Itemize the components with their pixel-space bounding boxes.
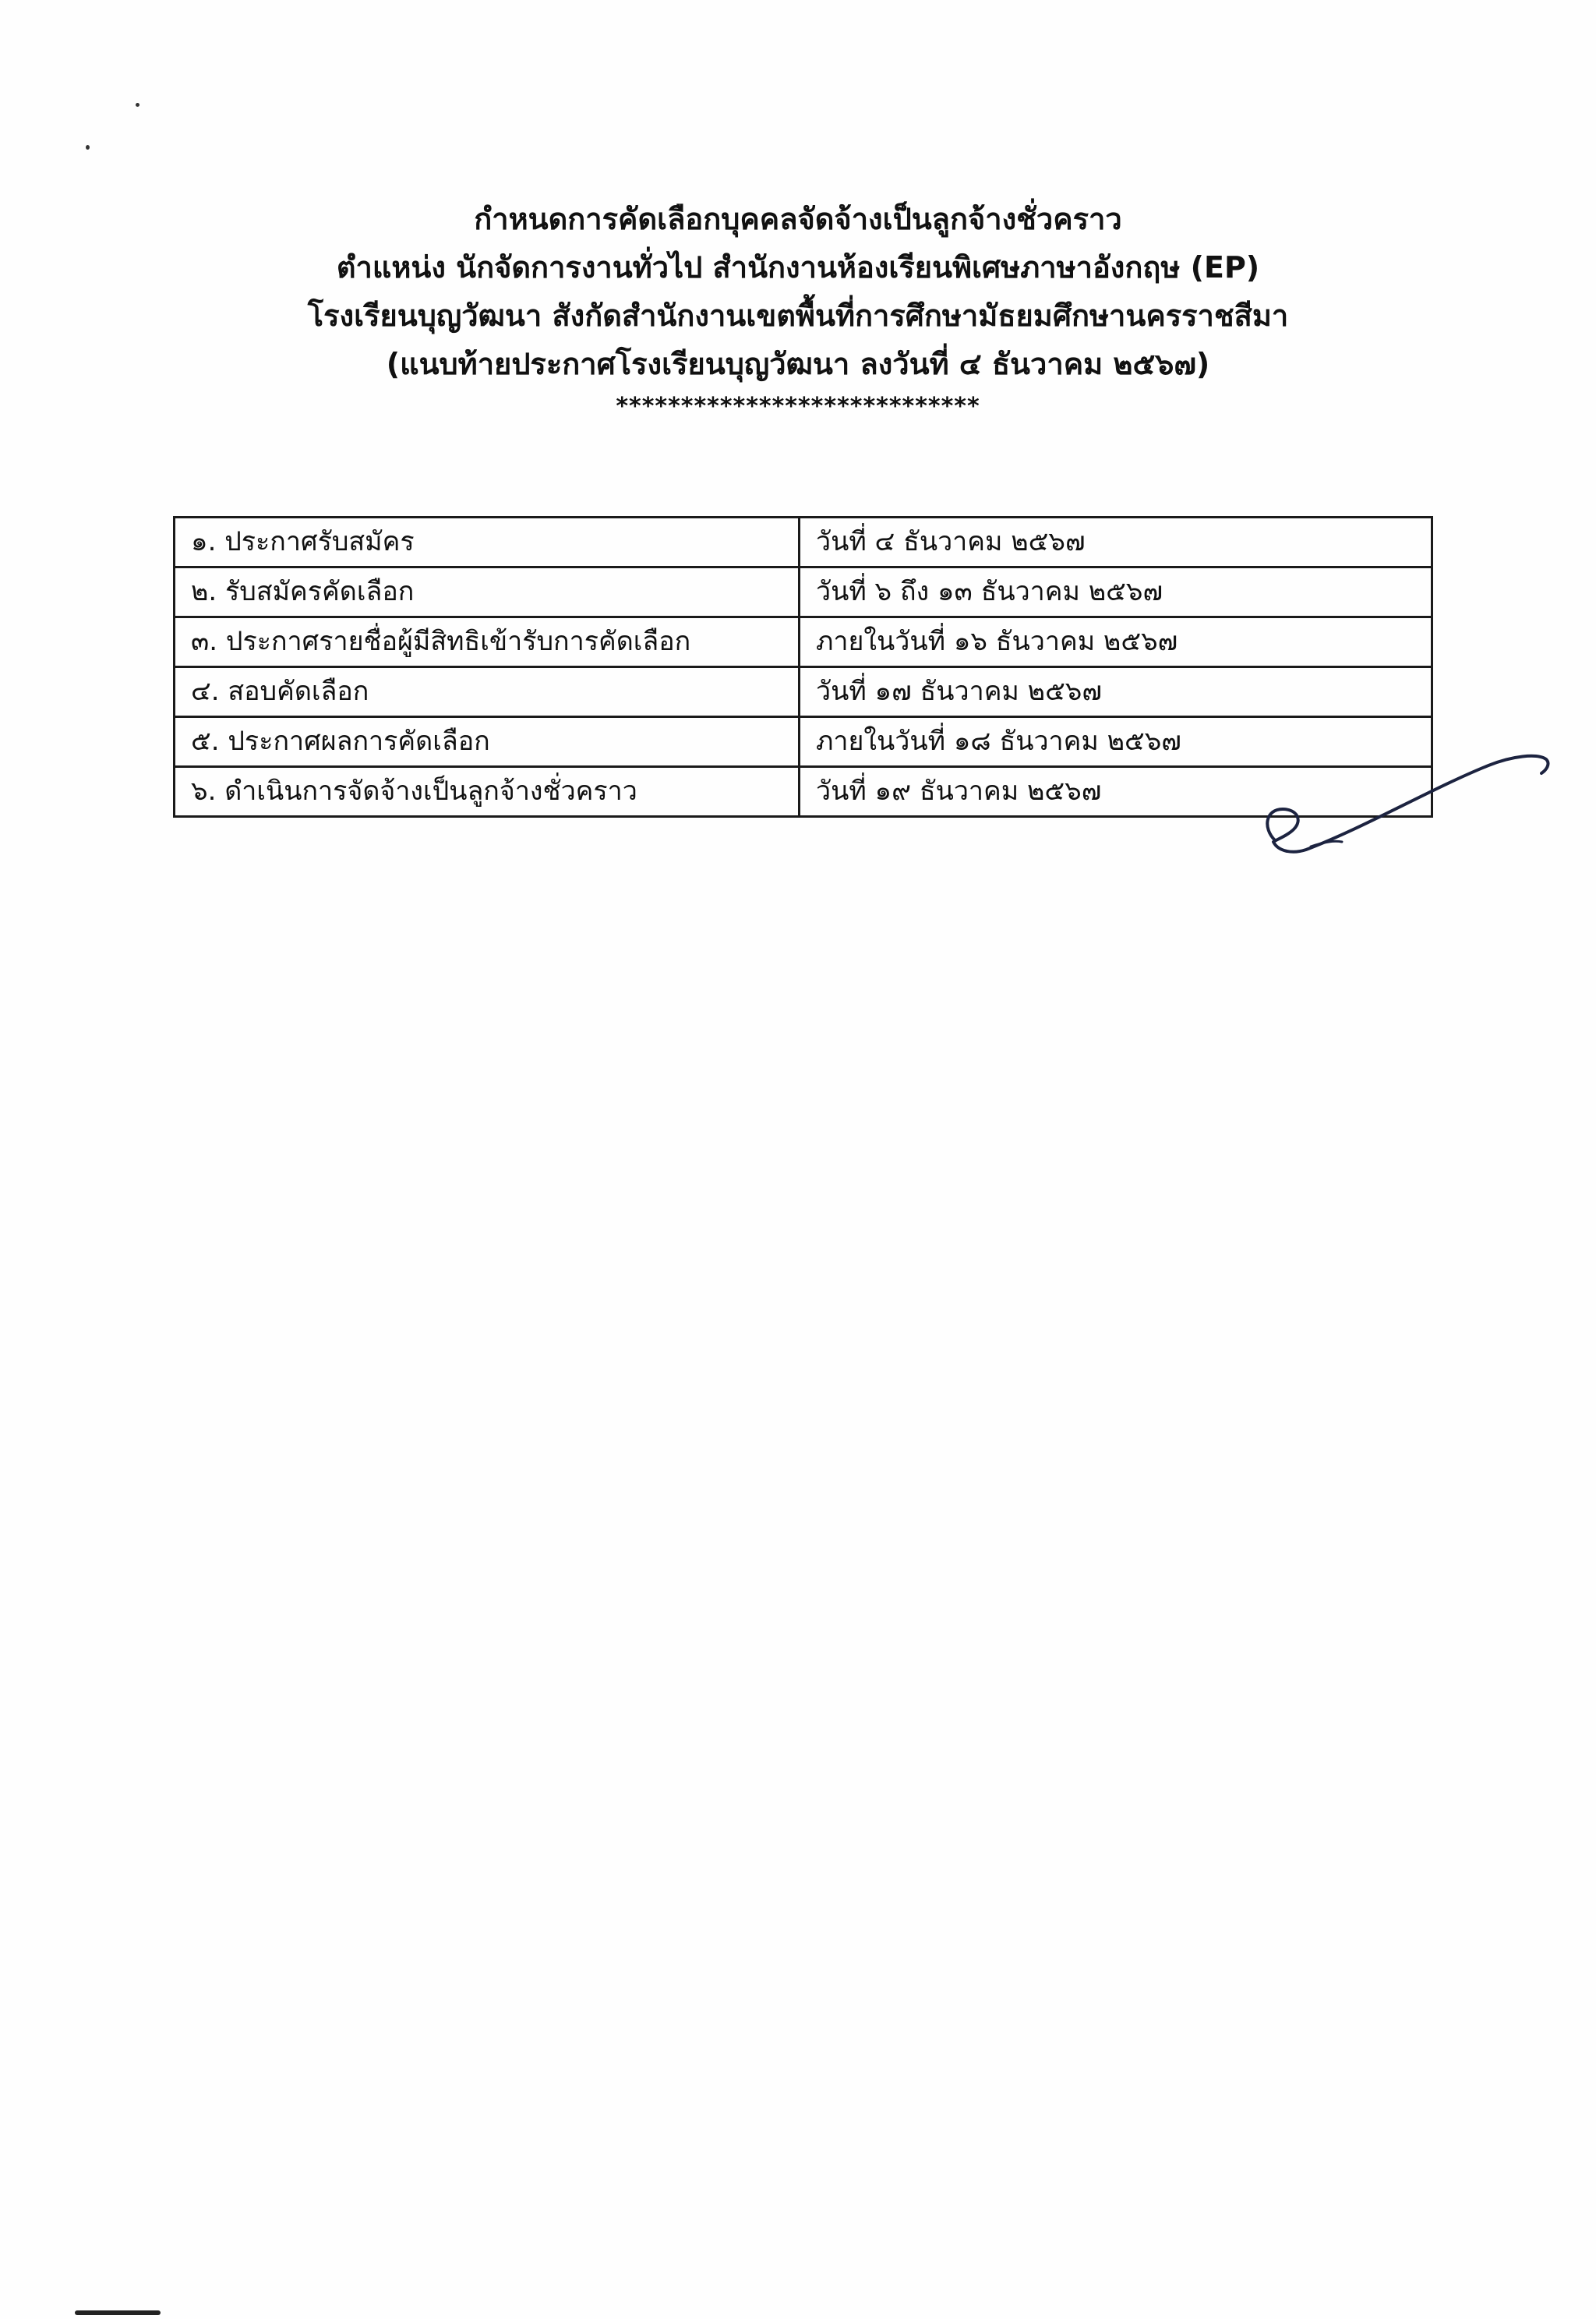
scan-edge-mark [75, 2310, 161, 2315]
header-divider-stars: **************************** [616, 393, 980, 420]
header-title: กำหนดการคัดเลือกบุคคลจัดจ้างเป็นลูกจ้างชั่วคราว [474, 202, 1122, 236]
schedule-date: ภายในวันที่ ๑๘ ธันวาคม ๒๕๖๗ [800, 717, 1432, 767]
schedule-date: วันที่ ๑๗ ธันวาคม ๒๕๖๗ [800, 667, 1432, 717]
schedule-date: วันที่ ๑๙ ธันวาคม ๒๕๖๗ [800, 767, 1432, 817]
document-header [0, 195, 1596, 424]
scan-speck [136, 103, 139, 107]
schedule-date: วันที่ ๔ ธันวาคม ๒๕๖๗ [800, 518, 1432, 567]
schedule-step: ๑. ประกาศรับสมัคร [175, 518, 800, 567]
schedule-date: ภายในวันที่ ๑๖ ธันวาคม ๒๕๖๗ [800, 617, 1432, 667]
schedule-step: ๔. สอบคัดเลือก [175, 667, 800, 717]
schedule-step: ๒. รับสมัครคัดเลือก [175, 567, 800, 617]
schedule-step: ๓. ประกาศรายชื่อผู้มีสิทธิเข้ารับการคัดเลือก [175, 617, 800, 667]
scan-speck [86, 145, 90, 150]
table-row [175, 567, 1432, 617]
schedule-date: วันที่ ๖ ถึง ๑๓ ธันวาคม ๒๕๖๗ [800, 567, 1432, 617]
table-row [175, 518, 1432, 567]
table-row [175, 617, 1432, 667]
header-attachment-note: (แนบท้ายประกาศโรงเรียนบุญวัฒนา ลงวันที่ ๔ ธันวาคม ๒๕๖๗) [386, 347, 1210, 381]
schedule-step: ๖. ดำเนินการจัดจ้างเป็นลูกจ้างชั่วคราว [175, 767, 800, 817]
header-school: โรงเรียนบุญวัฒนา สังกัดสำนักงานเขตพื้นที่การศึกษามัธยมศึกษานครราชสีมา [307, 299, 1289, 333]
handwritten-signature [1231, 725, 1559, 865]
schedule-step: ๕. ประกาศผลการคัดเลือก [175, 717, 800, 767]
header-position: ตำแหน่ง นักจัดการงานทั่วไป สำนักงานห้องเรียนพิเศษภาษาอังกฤษ (EP) [336, 250, 1260, 285]
table-row [175, 667, 1432, 717]
